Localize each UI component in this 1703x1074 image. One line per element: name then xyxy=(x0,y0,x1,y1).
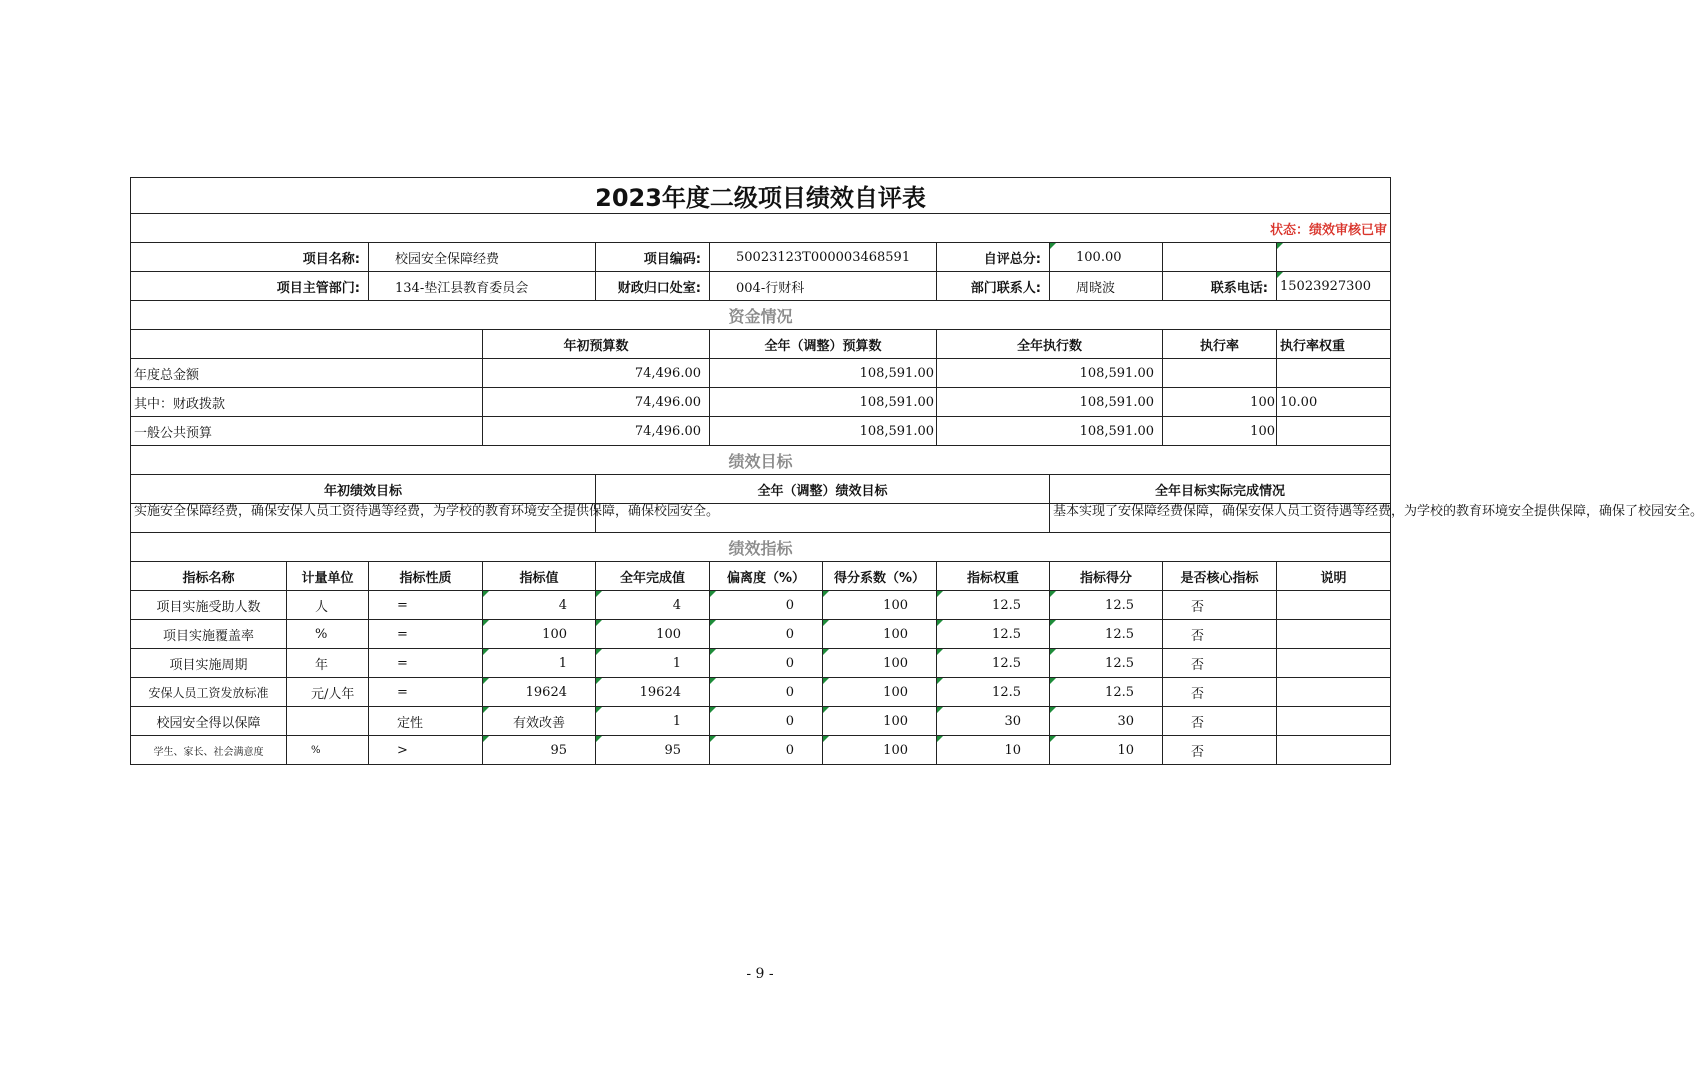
funds-header: 执行率 xyxy=(1163,330,1277,359)
funds-initial: 74,496.00 xyxy=(483,388,710,417)
indicator-unit: 元/人年 xyxy=(287,678,369,707)
section-funds-title: 资金情况 xyxy=(131,301,1391,330)
funds-initial: 74,496.00 xyxy=(483,359,710,388)
empty-cell xyxy=(1277,243,1391,272)
funds-adjusted: 108,591.00 xyxy=(710,388,937,417)
indicator-row xyxy=(131,649,1391,678)
indicator-nature: = xyxy=(369,649,483,678)
section-goals-title: 绩效目标 xyxy=(131,446,1391,475)
indicator-header: 指标名称 xyxy=(131,562,287,591)
contact-value: 周晓波 xyxy=(1050,272,1163,301)
funds-executed: 108,591.00 xyxy=(937,417,1163,446)
funds-rate: 100 xyxy=(1163,417,1277,446)
indicator-deviation: 0 xyxy=(710,707,823,736)
indicator-row xyxy=(131,736,1391,765)
indicator-weight: 12.5 xyxy=(937,649,1050,678)
indicator-nature: = xyxy=(369,591,483,620)
indicator-row xyxy=(131,707,1391,736)
indicator-done: 19624 xyxy=(596,678,710,707)
funds-rate xyxy=(1163,359,1277,388)
indicator-score: 12.5 xyxy=(1050,678,1163,707)
funds-weight xyxy=(1277,359,1391,388)
section-indicators-title: 绩效指标 xyxy=(131,533,1391,562)
indicator-note xyxy=(1277,591,1391,620)
indicator-nature: = xyxy=(369,620,483,649)
contact-label: 部门联系人: xyxy=(937,272,1050,301)
indicator-weight: 10 xyxy=(937,736,1050,765)
goals-header: 年初绩效目标 xyxy=(131,475,596,504)
indicator-score: 10 xyxy=(1050,736,1163,765)
indicator-weight: 30 xyxy=(937,707,1050,736)
page-title: 2023年度二级项目绩效自评表 xyxy=(131,178,1391,214)
indicator-name: 项目实施覆盖率 xyxy=(131,620,287,649)
funds-executed: 108,591.00 xyxy=(937,388,1163,417)
indicator-row xyxy=(131,591,1391,620)
indicator-target: 100 xyxy=(483,620,596,649)
indicator-done: 1 xyxy=(596,707,710,736)
indicator-target: 19624 xyxy=(483,678,596,707)
indicator-score: 12.5 xyxy=(1050,591,1163,620)
funds-header: 全年（调整）预算数 xyxy=(710,330,937,359)
indicator-target: 95 xyxy=(483,736,596,765)
indicator-header: 是否核心指标 xyxy=(1163,562,1277,591)
indicator-weight: 12.5 xyxy=(937,591,1050,620)
indicator-header: 偏离度（%） xyxy=(710,562,823,591)
page-number: - 9 - xyxy=(746,966,774,982)
indicator-row xyxy=(131,620,1391,649)
indicator-coef: 100 xyxy=(823,620,937,649)
dept-label: 项目主管部门: xyxy=(131,272,369,301)
funds-initial: 74,496.00 xyxy=(483,417,710,446)
indicator-name: 项目实施受助人数 xyxy=(131,591,287,620)
goal-initial-text: 实施安全保障经费，确保安保人员工资待遇等经费，为学校的教育环境安全提供保障，确保校园安全。 xyxy=(131,504,596,533)
indicator-note xyxy=(1277,649,1391,678)
indicator-score: 12.5 xyxy=(1050,620,1163,649)
funds-header: 年初预算数 xyxy=(483,330,710,359)
indicator-core: 否 xyxy=(1163,736,1277,765)
indicator-core: 否 xyxy=(1163,591,1277,620)
indicator-done: 4 xyxy=(596,591,710,620)
indicator-target: 4 xyxy=(483,591,596,620)
indicator-done: 95 xyxy=(596,736,710,765)
indicator-deviation: 0 xyxy=(710,736,823,765)
indicator-nature: > xyxy=(369,736,483,765)
indicator-deviation: 0 xyxy=(710,591,823,620)
phone-label: 联系电话: xyxy=(1163,272,1277,301)
indicator-name: 安保人员工资发放标准 xyxy=(131,678,287,707)
indicator-header: 指标值 xyxy=(483,562,596,591)
dept-value: 134-垫江县教育委员会 xyxy=(369,272,596,301)
project-code-value: 50023123T000003468591 xyxy=(710,243,937,272)
indicator-header: 指标权重 xyxy=(937,562,1050,591)
indicator-weight: 12.5 xyxy=(937,620,1050,649)
indicator-done: 1 xyxy=(596,649,710,678)
indicator-deviation: 0 xyxy=(710,649,823,678)
indicator-note xyxy=(1277,620,1391,649)
indicator-unit: % xyxy=(287,620,369,649)
project-name-label: 项目名称: xyxy=(131,243,369,272)
indicator-name: 学生、家长、社会满意度 xyxy=(131,736,287,765)
status-text: 状态：绩效审核已审 xyxy=(131,214,1391,243)
indicator-unit xyxy=(287,707,369,736)
indicator-core: 否 xyxy=(1163,707,1277,736)
indicator-nature: 定性 xyxy=(369,707,483,736)
indicator-deviation: 0 xyxy=(710,620,823,649)
funds-rate: 100 xyxy=(1163,388,1277,417)
self-score-label: 自评总分: xyxy=(937,243,1050,272)
indicator-coef: 100 xyxy=(823,678,937,707)
empty-cell xyxy=(1163,243,1277,272)
indicator-note xyxy=(1277,736,1391,765)
indicator-coef: 100 xyxy=(823,591,937,620)
indicator-header: 得分系数（%） xyxy=(823,562,937,591)
indicator-header: 说明 xyxy=(1277,562,1391,591)
indicator-nature: = xyxy=(369,678,483,707)
indicator-coef: 100 xyxy=(823,649,937,678)
goal-adjusted-text xyxy=(596,504,1050,533)
funds-header: 执行率权重 xyxy=(1277,330,1391,359)
indicator-target: 有效改善 xyxy=(483,707,596,736)
indicator-coef: 100 xyxy=(823,736,937,765)
indicator-unit: 年 xyxy=(287,649,369,678)
funds-adjusted: 108,591.00 xyxy=(710,417,937,446)
indicator-unit: % xyxy=(287,736,369,765)
indicator-core: 否 xyxy=(1163,620,1277,649)
funds-adjusted: 108,591.00 xyxy=(710,359,937,388)
finance-value: 004-行财科 xyxy=(710,272,937,301)
funds-row xyxy=(131,388,1391,417)
indicator-target: 1 xyxy=(483,649,596,678)
indicator-note xyxy=(1277,707,1391,736)
self-score-value: 100.00 xyxy=(1050,243,1163,272)
performance-table xyxy=(130,177,1703,765)
indicator-score: 30 xyxy=(1050,707,1163,736)
goals-header: 全年目标实际完成情况 xyxy=(1050,475,1391,504)
indicator-core: 否 xyxy=(1163,678,1277,707)
funds-row-name: 其中：财政拨款 xyxy=(131,388,483,417)
indicator-header: 指标性质 xyxy=(369,562,483,591)
funds-header: 全年执行数 xyxy=(937,330,1163,359)
funds-row xyxy=(131,359,1391,388)
funds-executed: 108,591.00 xyxy=(937,359,1163,388)
indicator-done: 100 xyxy=(596,620,710,649)
funds-header-blank xyxy=(131,330,483,359)
indicator-header: 计量单位 xyxy=(287,562,369,591)
indicator-header: 全年完成值 xyxy=(596,562,710,591)
project-name-value: 校园安全保障经费 xyxy=(369,243,596,272)
funds-row-name: 年度总金额 xyxy=(131,359,483,388)
indicator-header: 指标得分 xyxy=(1050,562,1163,591)
phone-value: 15023927300 xyxy=(1277,272,1391,301)
finance-label: 财政归口处室: xyxy=(596,272,710,301)
indicator-name: 校园安全得以保障 xyxy=(131,707,287,736)
indicator-coef: 100 xyxy=(823,707,937,736)
funds-row-name: 一般公共预算 xyxy=(131,417,483,446)
indicator-weight: 12.5 xyxy=(937,678,1050,707)
indicator-core: 否 xyxy=(1163,649,1277,678)
indicator-name: 项目实施周期 xyxy=(131,649,287,678)
funds-weight: 10.00 xyxy=(1277,388,1391,417)
goal-actual-text: 基本实现了安保障经费保障，确保安保人员工资待遇等经费，为学校的教育环境安全提供保障，确保了校园安全。 xyxy=(1050,504,1391,533)
indicator-note xyxy=(1277,678,1391,707)
indicator-score: 12.5 xyxy=(1050,649,1163,678)
goals-header: 全年（调整）绩效目标 xyxy=(596,475,1050,504)
funds-weight xyxy=(1277,417,1391,446)
indicator-deviation: 0 xyxy=(710,678,823,707)
funds-row xyxy=(131,417,1391,446)
project-code-label: 项目编码: xyxy=(596,243,710,272)
indicator-row xyxy=(131,678,1391,707)
indicator-unit: 人 xyxy=(287,591,369,620)
